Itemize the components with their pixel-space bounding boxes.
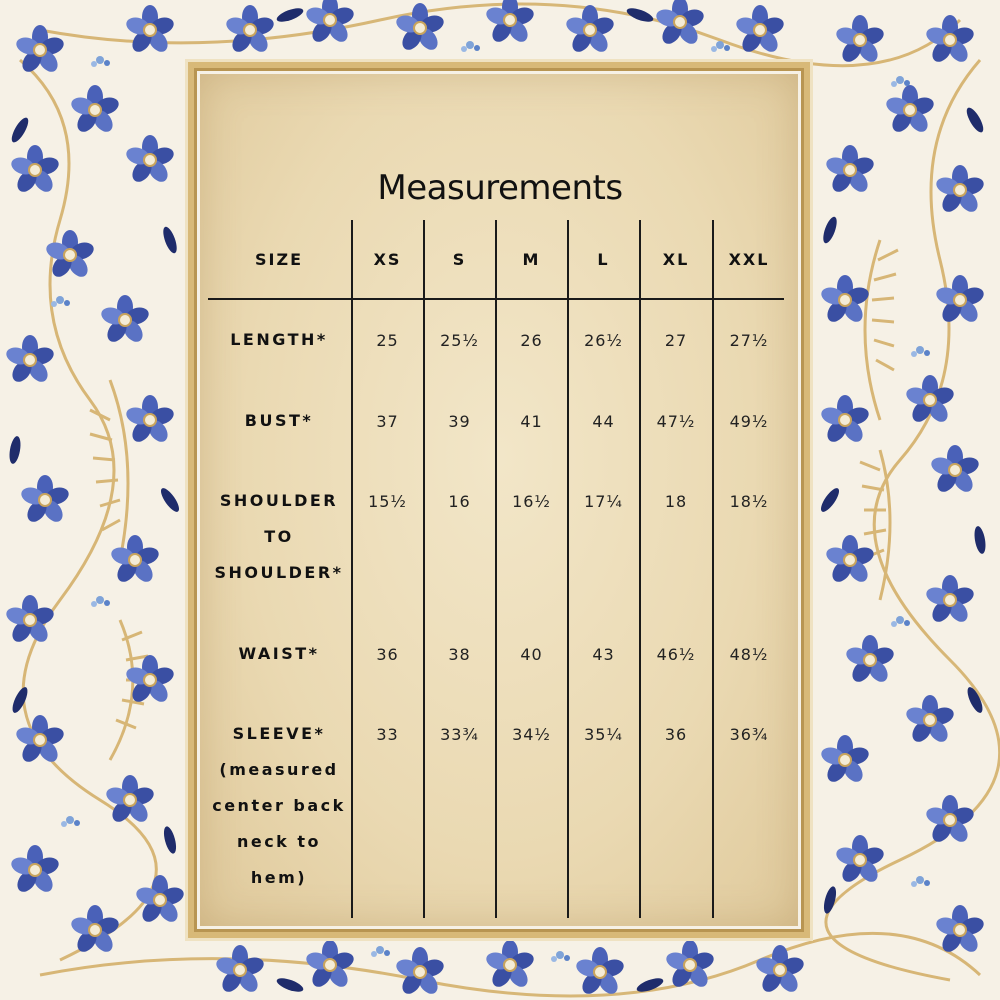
table-cell: 36: [376, 645, 399, 664]
table-cell: 16: [448, 492, 471, 511]
table-cell: 27½: [729, 331, 769, 350]
size-column-header: M: [522, 250, 541, 269]
table-cell: 26½: [584, 331, 623, 350]
size-column-header: L: [597, 250, 610, 269]
table-cell: 15½: [368, 492, 407, 511]
table-cell: 48½: [729, 645, 769, 664]
table-cell: 33: [376, 725, 399, 744]
table-cell: 36: [664, 725, 688, 744]
table-divider: [639, 220, 641, 918]
table-cell: 40: [520, 645, 543, 664]
table-cell: 43: [592, 645, 615, 664]
header-divider: [208, 298, 784, 300]
table-cell: 18½: [729, 492, 769, 511]
row-label-sleeve: SLEEVE* (measured center back neck to hem): [212, 724, 346, 887]
table-cell: 17¼: [584, 492, 623, 511]
table-cell: 35¼: [584, 725, 623, 744]
row-label-shoulder: SHOULDER TO SHOULDER*: [214, 491, 344, 582]
table-divider: [495, 220, 497, 918]
table-cell: 44: [592, 412, 615, 431]
table-divider: [712, 220, 714, 918]
table-cell: 16½: [512, 492, 551, 511]
table-cell: 38: [448, 645, 471, 664]
size-header: SIZE: [254, 250, 303, 269]
table-cell: 34½: [512, 725, 551, 744]
page-title: Measurements: [377, 168, 623, 208]
row-label-bust: BUST*: [244, 411, 314, 430]
size-column-header: XS: [373, 250, 402, 269]
table-divider: [423, 220, 425, 918]
table-divider: [351, 220, 353, 918]
table-cell: 47½: [656, 412, 696, 431]
table-cell: 46½: [656, 645, 696, 664]
row-label-length: LENGTH*: [230, 330, 328, 349]
row-label-waist: WAIST*: [238, 644, 320, 663]
table-cell: 25: [376, 331, 399, 350]
table-cell: 33¾: [440, 725, 479, 744]
table-divider: [567, 220, 569, 918]
table-cell: 41: [520, 412, 543, 431]
table-cell: 37: [376, 412, 399, 431]
table-cell: 25½: [440, 331, 479, 350]
size-column-header: S: [452, 250, 467, 269]
table-cell: 49½: [729, 412, 769, 431]
size-column-header: XXL: [728, 250, 770, 269]
table-cell: 36¾: [729, 725, 769, 744]
size-column-header: XL: [662, 250, 690, 269]
table-cell: 39: [448, 412, 471, 431]
table-cell: 27: [664, 331, 688, 350]
table-cell: 18: [664, 492, 688, 511]
table-cell: 26: [520, 331, 543, 350]
